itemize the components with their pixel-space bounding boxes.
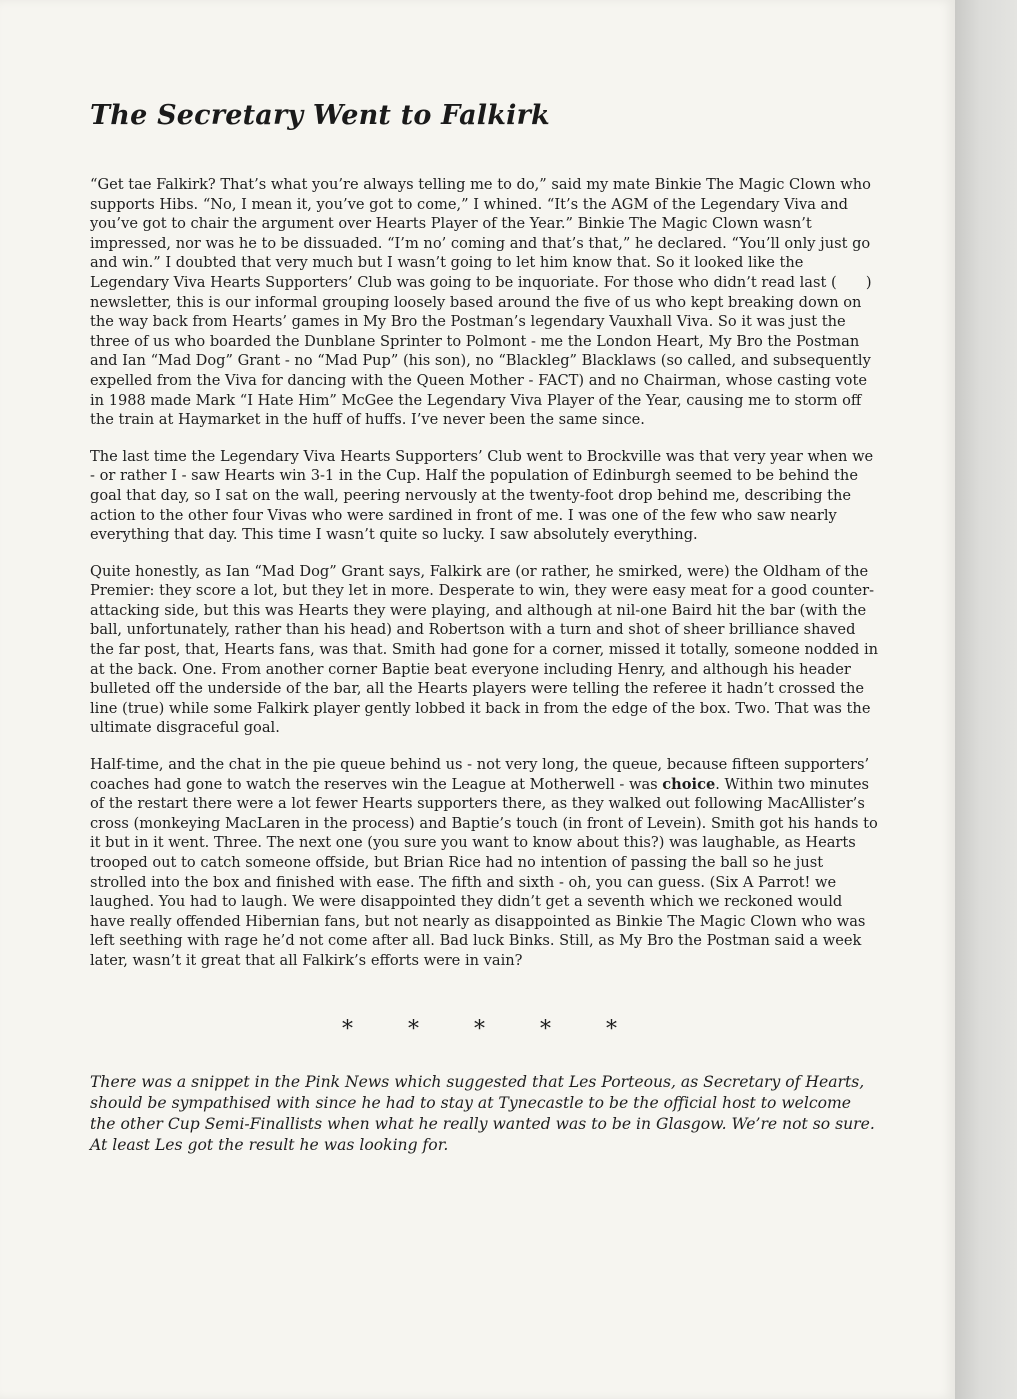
section-separator: * * * * * xyxy=(342,1016,617,1042)
footnote: There was a snippet in the Pink News which suggested that Les Porteous, as Secretary of Hearts, should be sympathised with since he had to stay at Tynecastle to be the official host to welcome the other Cup Semi-Finallists when what he really wanted was to be in Glasgow. We’re not so sure. At least Les got the result he was looking for. xyxy=(90,1072,875,1154)
article-title: The Secretary Went to Falkirk xyxy=(90,100,550,131)
paragraph-3 xyxy=(90,562,880,738)
paragraph-text: “Get tae Falkirk? That’s what you’re always telling me to do,” said my mate Binkie The Magic Clown who supports Hibs. “No, I mean it, you’ve got to come,” I whined. “It’s the AGM of the Legendary Viva and you’ve got to chair the argument over Hearts Player of the Year.” Binkie The Magic Clown wasn’t impressed, nor was he to be dissuaded. “I’m no’ coming and that’s that,” he declared. “You’ll only just go and win.” I doubted that very much but I wasn’t going to let him know that. So it looked like the Legendary Viva Hearts Supporters’ Club was going to be inquoriate. For those who didn’t read last ( ) newsletter, this is our informal grouping loosely based around the five of us who kept breaking down on the way back from Hearts’ games in My Bro the Postman’s legendary Vauxhall Viva. So it was just the three of us who boarded the Dunblane Sprinter to Polmont - me the London Heart, My Bro the Postman and Ian “Mad Dog” Grant - no “Mad Pup” (his son), no “Blackleg” Blacklaws (so called, and subsequently expelled from the Viva for dancing with the Queen Mother - FACT) and no Chairman, whose casting vote in 1988 made Mark “I Hate Him” McGee the Legendary Viva Player of the Year, causing me to storm off the train at Haymarket in the huff of huffs. I’ve never been the same since. xyxy=(90,176,872,429)
article xyxy=(90,100,880,1156)
paragraph-text: . Within two minutes of the restart there were a lot fewer Hearts supporters there, as they walked out following MacAllister’s cross (monkeying MacLaren in the process) and Baptie’s touch (in front of Levein). Smith got his hands to it but in it went. Three. The next one (you sure you want to know about this?) was laughable, as Hearts trooped out to catch someone offside, but Brian Rice had no intention of passing the ball so he just strolled into the box and finished with ease. The fifth and sixth - oh, you can guess. (Six A Parrot! we laughed. You had to laugh. We were disappointed they didn’t get a seventh which we reckoned would have really offended Hibernian fans, but not nearly as disappointed as Binkie The Magic Clown who was left seething with rage he’d not come after all. Bad luck Binks. Still, as My Bro the Postman said a week later, wasn’t it great that all Falkirk’s efforts were in vain? xyxy=(90,775,878,969)
paragraph-2 xyxy=(90,447,880,545)
paragraph-4 xyxy=(90,755,880,971)
paragraph-1 xyxy=(90,175,880,430)
bold-word: choice xyxy=(662,775,716,793)
paragraph-text: Half-time, and the chat in the pie queue behind us - not very long, the queue, because fifteen supporters’ coaches had gone to watch the reserves win the League at Motherwell - was xyxy=(90,756,870,793)
paragraph-text: The last time the Legendary Viva Hearts Supporters’ Club went to Brockville was that very year when we - or rather I - saw Hearts win 3-1 in the Cup. Half the population of Edinburgh seemed to be behind the goal that day, so I sat on the wall, peering nervously at the twenty-foot drop behind me, describing the action to the other four Vivas who were sardined in front of me. I was one of the few who saw nearly everything that day. This time I wasn’t quite so lucky. I saw absolutely everything. xyxy=(90,447,874,544)
page-edge xyxy=(955,0,1017,1399)
paragraph-text: Quite honestly, as Ian “Mad Dog” Grant says, Falkirk are (or rather, he smirked, were) the Oldham of the Premier: they score a lot, but they let in more. Desperate to win, they were easy meat for a good counter-attacking side, but this was Hearts they were playing, and although at nil-one Baird hit the bar (with the ball, unfortunately, rather than his head) and Robertson with a turn and shot of sheer brilliance shaved the far post, that, Hearts fans, was that. Smith had gone for a corner, missed it totally, someone nodded in at the back. One. From another corner Baptie beat everyone including Henry, and although his header bulleted off the underside of the bar, all the Hearts players were telling the referee it hadn’t crossed the line (true) while some Falkirk player gently lobbed it back in from the edge of the box. Two. That was the ultimate disgraceful goal. xyxy=(90,562,879,737)
